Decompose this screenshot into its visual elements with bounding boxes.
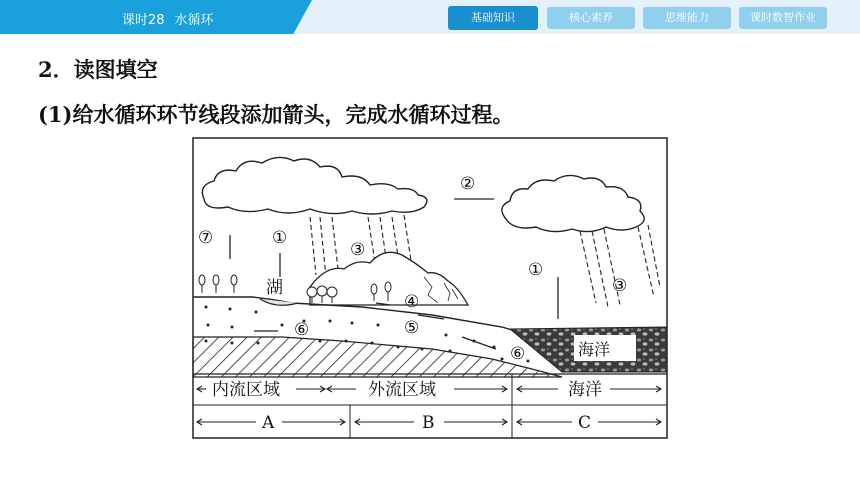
label-three-left: ③ <box>350 240 366 260</box>
label-seven: ⑦ <box>198 228 214 248</box>
label-four: ④ <box>404 292 420 312</box>
label-six-right: ⑥ <box>510 344 526 364</box>
section-heading: 2．读图填空 <box>38 57 158 82</box>
region-inner-label: 内流区域 <box>212 380 280 400</box>
question-text: (1)给水循环环节线段添加箭头，完成水循环过程。 <box>38 102 514 127</box>
label-three-right: ③ <box>612 276 628 296</box>
label-ocean: 海洋 <box>578 340 611 359</box>
lesson-number: 课时28 <box>122 13 165 28</box>
label-five: ⑤ <box>404 318 420 338</box>
label-six-left: ⑥ <box>294 320 310 340</box>
tab-thinking-ability[interactable]: 思维能力 <box>643 7 731 29</box>
tab-core-literacy[interactable]: 核心素养 <box>547 7 635 29</box>
tab-homework[interactable]: 课时数智作业 <box>739 7 827 29</box>
region-a-label: A <box>262 413 275 433</box>
region-outer-label: 外流区域 <box>368 380 436 400</box>
label-one-left: ① <box>272 228 288 248</box>
region-b-label: B <box>422 413 435 433</box>
label-one-right: ① <box>528 260 544 280</box>
water-cycle-figure <box>192 137 668 439</box>
label-two: ② <box>460 174 476 194</box>
tab-basic-knowledge[interactable]: 基础知识 <box>448 6 538 30</box>
region-c-label: C <box>578 413 592 433</box>
lesson-title <box>122 9 224 28</box>
label-lake: 湖 <box>266 278 283 298</box>
region-sea-label: 海洋 <box>568 380 602 400</box>
lesson-topic: 水循环 <box>174 13 214 28</box>
